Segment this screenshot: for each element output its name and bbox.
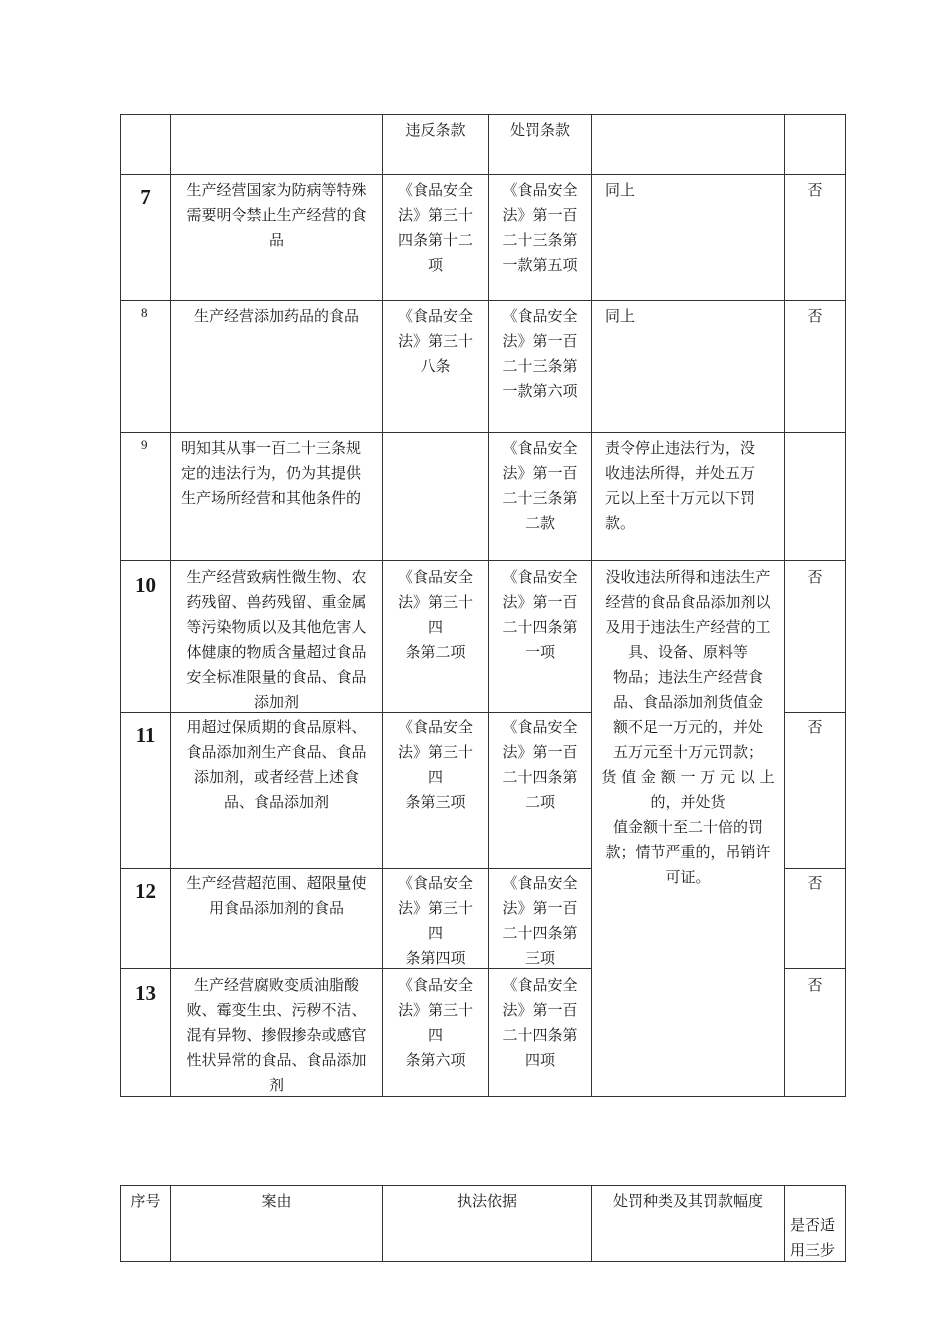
table-rule — [120, 174, 846, 175]
table-rule — [784, 1185, 785, 1262]
row-measure: 同上 — [605, 181, 636, 199]
table-rule — [784, 868, 846, 869]
row-penalty-clause: 《食品安全 法》第一百 二十三条第 一款第六项 — [502, 307, 578, 400]
row-penalty-clause: 《食品安全 法》第一百 二十四条第 三项 — [502, 874, 578, 967]
row-case: 用超过保质期的食品原料、 食品添加剂生产食品、食品 添加剂，或者经营上述食 品、食品添加剂 — [186, 718, 367, 811]
header-penalty-clause: 处罚条款 — [509, 121, 570, 139]
row-violation-clause: 《食品安全 法》第三十 四 条第六项 — [397, 976, 473, 1069]
row-three-step: 否 — [807, 307, 823, 325]
merged-penalty-measure: 没收违法所得和违法生产 经营的食品食品添加剂以 及用于违法生产经营的工 具、设备、原料等 物品；违法生产经营食 品、食品添加剂货值金 额不足一万元的，并处 五万元至十万元罚款； 货 值 金 额 一 万 元 以 上 的，并处货 值金额十至二十倍的罚 款；情节严重的，吊销许 可证。 — [601, 568, 775, 886]
table-rule — [120, 1261, 846, 1262]
row-violation-clause: 《食品安全 法》第三十 八条 — [397, 307, 473, 375]
row-penalty-clause: 《食品安全 法》第一百 二十四条第 四项 — [502, 976, 578, 1069]
table-rule — [120, 560, 846, 561]
row-violation-clause: 《食品安全 法》第三十 四 条第二项 — [397, 568, 473, 661]
row-three-step: 否 — [807, 976, 823, 994]
row-violation-clause: 《食品安全 法》第三十 四 条第三项 — [397, 718, 473, 811]
table-rule — [845, 1185, 846, 1262]
table-rule — [784, 114, 785, 1097]
table-rule — [591, 114, 592, 1097]
table-rule — [120, 868, 591, 869]
table-rule — [845, 114, 846, 1097]
row-case: 明知其从事一百二十三条规 定的违法行为，仍为其提供 生产场所经营和其他条件的 — [181, 439, 362, 507]
row-penalty-clause: 《食品安全 法》第一百 二十三条第 一款第五项 — [502, 181, 578, 274]
header-serial-number: 序号 — [130, 1192, 161, 1210]
row-case: 生产经营国家为防病等特殊 需要明令禁止生产经营的食 品 — [186, 181, 367, 249]
row-number: 8 — [141, 305, 148, 320]
row-three-step: 否 — [807, 568, 823, 586]
row-three-step: 否 — [807, 874, 823, 892]
header-violation-clause: 违反条款 — [405, 121, 466, 139]
row-violation-clause: 《食品安全 法》第三十 四条第十二 项 — [397, 181, 473, 274]
row-measure: 责令停止违法行为，没 收违法所得，并处五万 元以上至十万元以下罚 款。 — [605, 439, 756, 532]
header-penalty-type: 处罚种类及其罚款幅度 — [612, 1192, 763, 1210]
table-rule — [784, 968, 846, 969]
row-number: 12 — [135, 879, 156, 903]
table-rule — [120, 432, 846, 433]
row-number: 11 — [135, 723, 156, 747]
table-rule — [120, 114, 846, 115]
header-three-step: 是否适 用三步 — [790, 1216, 836, 1259]
row-three-step: 否 — [807, 181, 823, 199]
row-case: 生产经营添加药品的食品 — [193, 307, 359, 325]
row-penalty-clause: 《食品安全 法》第一百 二十四条第 一项 — [502, 568, 578, 661]
row-violation-clause: 《食品安全 法》第三十 四 条第四项 — [397, 874, 473, 967]
row-case: 生产经营超范围、超限量使 用食品添加剂的食品 — [186, 874, 367, 917]
table-rule — [120, 114, 121, 1097]
table-rule — [784, 712, 846, 713]
row-case: 生产经营腐败变质油脂酸 败、霉变生虫、污秽不洁、 混有异物、掺假掺杂或感官 性状异常的食品、食品添加 剂 — [186, 976, 367, 1094]
header-case: 案由 — [261, 1192, 292, 1210]
row-penalty-clause: 《食品安全 法》第一百 二十四条第 二项 — [502, 718, 578, 811]
header-enforcement-basis: 执法依据 — [456, 1192, 517, 1210]
row-number: 10 — [135, 573, 156, 597]
row-number: 13 — [135, 981, 156, 1005]
row-penalty-clause: 《食品安全 法》第一百 二十三条第 二款 — [502, 439, 578, 532]
row-number: 7 — [140, 185, 151, 209]
row-measure: 同上 — [605, 307, 636, 325]
table-rule — [120, 1185, 846, 1186]
row-case: 生产经营致病性微生物、农 药残留、兽药残留、重金属 等污染物质以及其他危害人 体健康的物质含量超过食品 安全标准限量的食品、食品 添加剂 — [186, 568, 367, 711]
table-rule — [170, 114, 171, 1097]
table-rule — [120, 300, 846, 301]
row-three-step: 否 — [807, 718, 823, 736]
row-number: 9 — [141, 437, 148, 452]
